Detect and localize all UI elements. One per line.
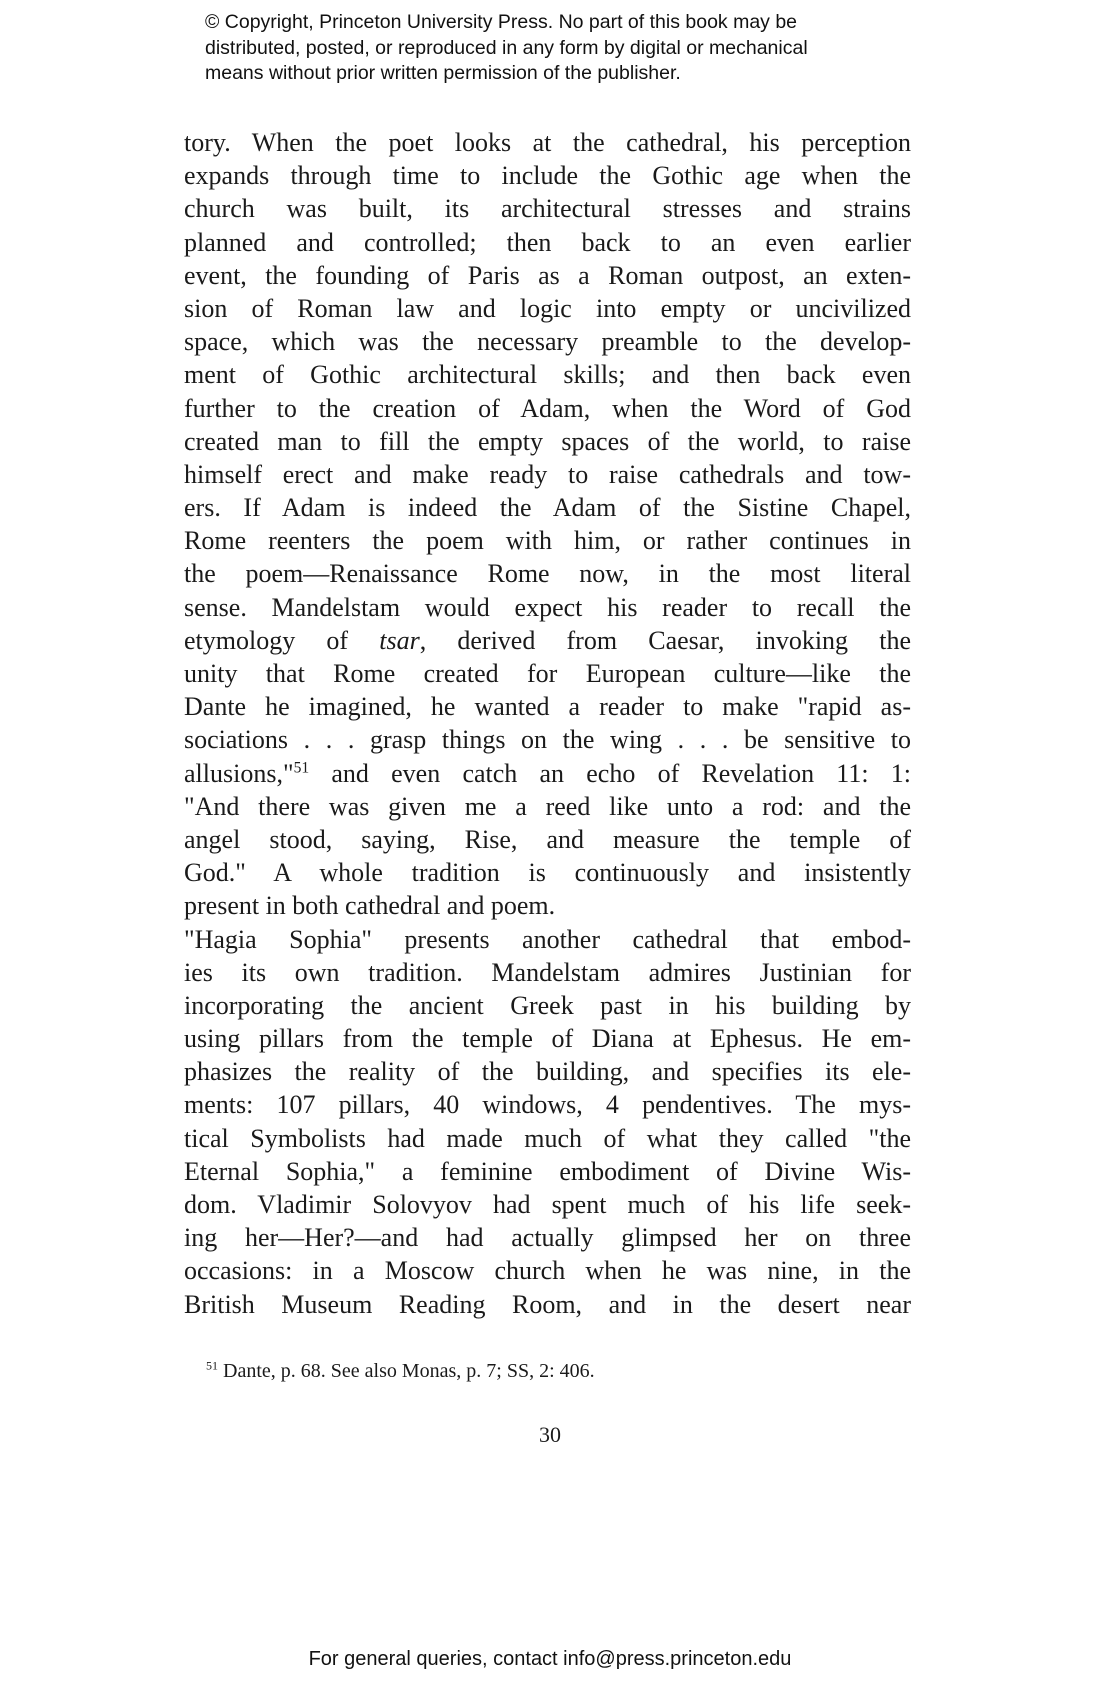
- paragraph: [184, 126, 911, 923]
- text-line: Eternal Sophia," a feminine embodiment of Divine Wis-: [184, 1156, 911, 1186]
- text-line: ment of Gothic architectural skills; and then back even: [184, 360, 911, 390]
- footnote: [206, 1358, 595, 1384]
- text-line: space, which was the necessary preamble to the develop-: [184, 327, 911, 357]
- text-segment: allusions,": [184, 758, 294, 788]
- text-line: sense. Mandelstam would expect his reader to recall the: [184, 592, 911, 622]
- text-line: [184, 624, 911, 657]
- text-line: ments: 107 pillars, 40 windows, 4 pendentives. The mys-: [184, 1090, 911, 1120]
- copyright-line: © Copyright, Princeton University Press. No part of this book may be: [205, 11, 798, 33]
- text-segment: , derived from Caesar, invoking the: [419, 625, 911, 655]
- text-line: Dante he imagined, he wanted a reader to make "rapid as-: [184, 692, 911, 722]
- text-line: sociations . . . grasp things on the wing . . . be sensitive to: [184, 725, 911, 755]
- footnote-marker: 51: [206, 1358, 218, 1373]
- text-line: event, the founding of Paris as a Roman outpost, an exten-: [184, 260, 911, 290]
- text-line: phasizes the reality of the building, and specifies its ele-: [184, 1057, 911, 1087]
- text-line: angel stood, saying, Rise, and measure the temple of: [184, 824, 911, 854]
- text-line: unity that Rome created for European culture—like the: [184, 659, 911, 688]
- copyright-line: distributed, posted, or reproduced in any form by digital or mechanical: [205, 36, 808, 59]
- text-line: further to the creation of Adam, when the Word of God: [184, 393, 911, 423]
- text-segment: and even catch an echo of Revelation 11: 1:: [309, 758, 911, 788]
- text-line: expands through time to include the Gothic age when the: [184, 161, 911, 191]
- footnote-text: Dante, p. 68. See also Monas, p. 7; SS, 2: 406.: [218, 1360, 595, 1382]
- text-line: ies its own tradition. Mandelstam admires Justinian for: [184, 957, 911, 987]
- copyright-notice: [205, 10, 925, 87]
- text-line: sion of Roman law and logic into empty or uncivilized: [184, 293, 911, 323]
- copyright-line: means without prior written permission of the publisher.: [205, 62, 681, 84]
- text-line: tical Symbolists had made much of what they called "the: [184, 1123, 911, 1153]
- text-line: occasions: in a Moscow church when he was nine, in the: [184, 1256, 911, 1286]
- text-line: [184, 757, 911, 790]
- paragraph: [184, 923, 911, 1321]
- text-segment: etymology of: [184, 625, 380, 655]
- page-number: 30: [539, 1422, 561, 1447]
- text-line: ers. If Adam is indeed the Adam of the Sistine Chapel,: [184, 493, 911, 523]
- text-line: God." A whole tradition is continuously and insistently: [184, 858, 911, 888]
- text-line: church was built, its architectural stresses and strains: [184, 194, 911, 224]
- text-line: created man to fill the empty spaces of the world, to raise: [184, 426, 911, 456]
- text-line: ing her—Her?—and had actually glimpsed her on three: [184, 1223, 911, 1253]
- text-line: tory. When the poet looks at the cathedral, his perception: [184, 128, 911, 157]
- footnote-reference: 51: [293, 758, 310, 776]
- text-line: British Museum Reading Room, and in the desert near: [184, 1289, 911, 1319]
- text-line: dom. Vladimir Solovyov had spent much of his life seek-: [184, 1190, 911, 1219]
- text-line: "And there was given me a reed like unto a rod: and the: [184, 791, 911, 821]
- body-text: [184, 126, 911, 1321]
- text-line: "Hagia Sophia" presents another cathedral that embod-: [184, 924, 911, 954]
- text-line: the poem—Renaissance Rome now, in the most literal: [184, 559, 911, 589]
- text-line: incorporating the ancient Greek past in his building by: [184, 990, 911, 1020]
- text-line: himself erect and make ready to raise cathedrals and tow-: [184, 459, 911, 489]
- text-line: Rome reenters the poem with him, or rather continues in: [184, 526, 911, 556]
- contact-footer: For general queries, contact info@press.princeton.edu: [308, 1648, 792, 1670]
- text-line: planned and controlled; then back to an even earlier: [184, 227, 911, 257]
- italic-term: tsar: [379, 625, 420, 655]
- text-line: present in both cathedral and poem.: [184, 891, 556, 921]
- text-line: using pillars from the temple of Diana at Ephesus. He em-: [184, 1024, 911, 1054]
